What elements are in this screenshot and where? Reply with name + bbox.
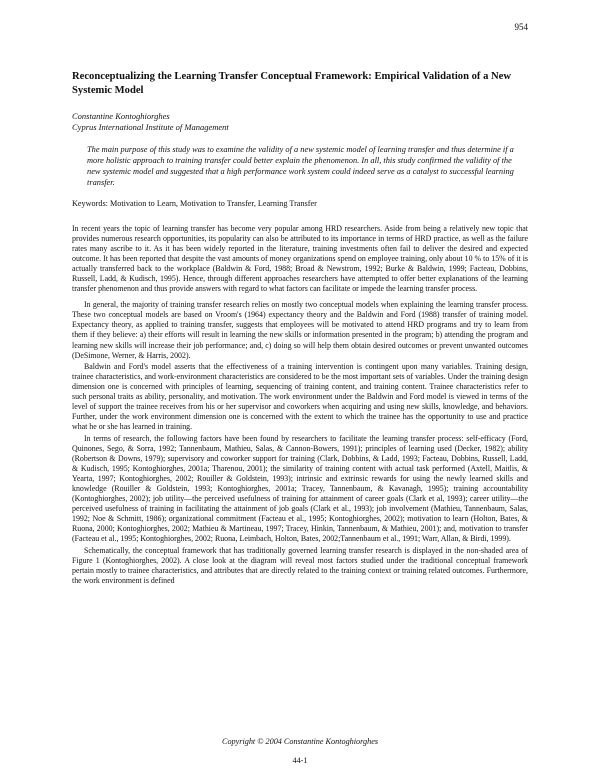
paper-title: Reconceptualizing the Learning Transfer Conceptual Framework: Empirical Validation of a New Systemic Model [72, 71, 512, 96]
body-text [72, 224, 528, 588]
footer-page-label: 44-1 [292, 756, 308, 765]
author-name: Constantine Kontoghiorghes [72, 111, 170, 121]
author-affiliation: Cyprus International Institute of Management [72, 122, 229, 132]
body-paragraph: Baldwin and Ford's model asserts that the effectiveness of a training intervention is contingent upon many variables. Training design, trainee characteristics, and work-environment characteristics are considered to be the most important sets of variables. Under the training design dimension one is concerned with principles of learning, sequencing of training content, and training content. Trainee characteristics refer to such personal traits as ability, personality, and motivation. The work environment under the Baldwin and Ford model is viewed in terms of the level of support the trainee receives from his or her supervisor and coworkers when acquiring and using new skills, knowledge, and behaviors. Further, under the work environment dimension one is concerned with the extent to which the trainee has the opportunity to use and practice what he or she has learned in training. [72, 362, 528, 432]
keywords: Keywords: Motivation to Learn, Motivation to Transfer, Learning Transfer [72, 199, 317, 208]
body-paragraph: Schematically, the conceptual framework that has traditionally governed learning transfer research is displayed in the non-shaded area of Figure 1 (Kontoghiorghes, 2002). A close look at the diagram will reveal most factors studied under the traditional conceptual framework pertain mostly to trainee characteristics, and attributes that are directly related to the training context or training related outcomes. Furthermore, the work environment is defined [72, 545, 528, 586]
body-paragraph: In general, the majority of training transfer research relies on mostly two conceptual models when explaining the learning transfer process. These two conceptual models are based on Vroom's (1964) expectancy theory and the Baldwin and Ford (1988) transfer of training model. Expectancy theory, as applied to training transfer, suggests that employees will be motivated to attend HRD programs and try to learn from them if they believe: a) their efforts will result in learning the new skills or information presented in the program; b) attending the program and learning new skills will increase their job performance; and, c) doing so will help them obtain desired outcomes or prevent unwanted outcomes (DeSimone, Werner, & Harris, 2002). [72, 300, 528, 360]
copyright-notice: Copyright © 2004 Constantine Kontoghiorghes [221, 737, 379, 746]
author-block [72, 111, 229, 133]
body-paragraph: In terms of research, the following factors have been found by researchers to facilitate the learning transfer process: self-efficacy (Ford, Quinones, Sego, & Sorra, 1992; Tannenbaum, Mathieu, Salas, & Cannon-Bowers, 1991); principles of learning used (Decker, 1982); ability (Robertson & Downs, 1979); supervisory and coworker support for training (Clark, Dobbins, & Ladd, 1993; Facteau, Dobbins, Russell, Ladd, & Kudisch, 1995; Kontoghiorghes, 2001a; Tharenou, 2001); the similarity of training content with actual task performed (Axtell, Maitlis, & Yearta, 1997; Kontoghiorghes, 2002; Rouiller & Goldstein, 1993); intrinsic and extrinsic rewards for using the newly learned skills and knowledge (Rouiller & Goldstein, 1993; Kontoghiorghes, 2001a; Tracey, Tannenbaum, & Kavanagh, 1995); training accountability (Kontoghiorghes, 2002); job utility—the perceived usefulness of training for attainment of career goals (Clark et al, 1993); career utility—the perceived usefulness of training in facilitating the attainment of job goals (Clark et al., 1993); job involvement (Mathieu, Tannenbaum, Salas, 1992; Noe & Schmitt, 1986); organizational commitment (Facteau et al., 1995; Kontoghiorghes, 2002); motivation to learn (Holton, Bates, & Ruona, 2000; Kontoghiorghes, 2002; Mathieu & Martineau, 1997; Tracey, Hinkin, Tannenbaum, & Mathieu, 2001); and, motivation to transfer (Facteau et al., 1995; Kontoghiorghes, 2002; Ruona, Leimbach, Holton, Bates, 2002;Tannenbaum et al., 1991; Warr, Allan, & Birdi, 1999). [72, 433, 528, 544]
page-number: 954 [514, 22, 528, 32]
abstract: The main purpose of this study was to examine the validity of a new systemic model of learning transfer and thus determine if a more holistic approach to training transfer could better explain the phenomenon. In all, this study confirmed the validity of the new systemic model and suggested that a high performance work system could indeed serve as a catalyst to successful learning transfer. [87, 145, 514, 187]
body-paragraph: In recent years the topic of learning transfer has become very popular among HRD researchers. Aside from being a relatively new topic that provides numerous research opportunities, its popularity can also be attributed to its importance in terms of HRD practice, as well as the failure rates many ascribe to it. As it has been widely reported in the literature, training investments often fail to deliver the desired and expected outcome. It has been reported that despite the vast amounts of money organizations spend on employee training, only about 10 % to 15% of it is actually transferred back to the workplace (Baldwin & Ford, 1988; Broad & Newstrom, 1992; Burke & Baldwin, 1999; Facteau, Dobbins, Russell, Ladd, & Kudisch, 1995). Hence, through different approaches researchers have attempted to offer better explanations of the learning transfer phenomenon and thus provide answers with regard to what factors can facilitate or impede the learning transfer process. [72, 224, 528, 294]
